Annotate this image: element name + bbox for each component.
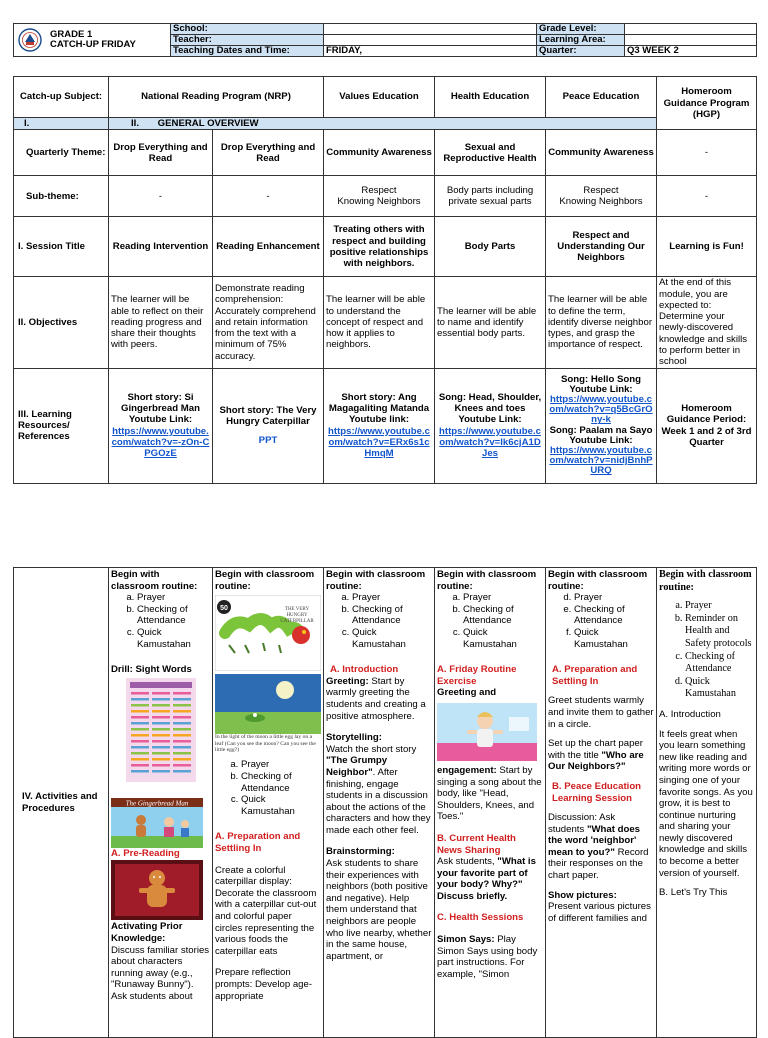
resources-c5-link2[interactable]: https://www.youtube.com/watch?v=nidjBnhPURQ <box>549 445 653 477</box>
resources-label: III. Learning Resources/ References <box>14 368 109 483</box>
resources-c3-yt: Youtube link: <box>348 414 410 426</box>
objectives-c5: The learner will be able to define the term, identify diverse neighbor types, and grasp the importance of respect. <box>546 277 657 368</box>
col3-story <box>326 744 432 837</box>
col2-item-kamustahan: c. Quick Kamustahan <box>241 794 321 817</box>
col4-simon <box>437 934 543 980</box>
col4-news-head: B. Current Health News Sharing <box>437 832 516 856</box>
col1-item-attendance: b. Checking of Attendance <box>137 604 210 627</box>
svg-text:THE VERY: THE VERY <box>284 607 310 613</box>
grade-title: GRADE 1 <box>50 28 93 40</box>
nrp-header: National Reading Program (NRP) <box>109 77 324 118</box>
objectives-c4: The learner will be able to name and identify essential body parts. <box>435 277 546 368</box>
subject-header: Catch-up Subject: <box>14 77 109 118</box>
resources-c3 <box>324 368 435 483</box>
col5-show-text: Present various pictures of different families and <box>548 901 651 924</box>
session-label: I. Session Title <box>14 217 109 277</box>
col4-routine: Begin with classroom routine: <box>437 569 537 592</box>
col4-news-bold: "What is your favorite part of your body? Why?" Discuss briefly. <box>437 856 536 902</box>
subtheme-label: Sub-theme: <box>14 176 109 217</box>
objectives-c3: The learner will be able to understand the concept of respect and how it applies to neighbors. <box>324 277 435 368</box>
col5-text2b: "Who are Our Neighbors?" <box>548 749 644 773</box>
col2-text1: Create a colorful caterpillar display: Decorate the classroom with a caterpillar cut-out and colorful paper circles representing the various foods the caterpillar eats <box>215 864 317 957</box>
col4-greet-head: Greeting and <box>437 687 497 699</box>
caterpillar-scene-image <box>215 674 321 734</box>
resources-c3-link[interactable]: https://www.youtube.com/watch?v=ERx6s1cHmqM <box>328 425 430 460</box>
session-c6: Learning is Fun! <box>657 217 757 277</box>
col5-peace: B. Peace Education Learning Session <box>552 780 642 804</box>
session-c3: Treating others with respect and building positive relationships with neighbors. <box>324 217 435 277</box>
col1-prior-text: Discuss familiar stories about characters running away (e.g., "Runaway Bunny"). Ask students about <box>111 944 210 1002</box>
col5-item-prayer: d. Prayer <box>574 592 654 604</box>
session-c4: Body Parts <box>435 217 546 277</box>
col6-try: B. Let's Try This <box>659 887 728 899</box>
col5-prep: A. Preparation and Settling In <box>552 664 638 687</box>
col3-greet-head: Greeting: <box>326 675 369 687</box>
sight-words-chart-image <box>126 678 196 782</box>
col4-engage-text: Start by singing a song about the body, like "Head, Shoulders, Knees, and Toes." <box>437 764 542 823</box>
session-c1: Reading Intervention <box>109 217 213 277</box>
activities-col6 <box>657 568 757 1038</box>
subtheme-c2: - <box>213 176 324 217</box>
program-title: CATCH-UP FRIDAY <box>50 39 136 50</box>
activities-col3 <box>324 568 435 1038</box>
col3-greet-text: Start by warmly greeting the students and creating a positive atmosphere. <box>326 675 426 722</box>
session-c2: Reading Enhancement <box>213 217 324 277</box>
resources-c1-title: Short story: Si Gingerbread Man <box>121 391 200 415</box>
school-label: School: <box>171 24 324 35</box>
values-header: Values Education <box>324 77 435 118</box>
resources-c5-yt2: Youtube Link: <box>569 434 633 446</box>
overview-num-1: I. <box>14 118 109 130</box>
col4-item-attendance: b. Checking of Attendance <box>463 604 543 627</box>
objectives-c1: The learner will be able to reflect on their reading progress and share their thoughts with peers. <box>109 277 213 368</box>
col4-engage <box>437 765 543 823</box>
objectives-c2: Demonstrate reading comprehension: Accurately comprehend and retain information from the text with a minimum of 75% accuracy. <box>213 277 324 368</box>
col3-intro: A. Introduction <box>330 664 399 676</box>
activities-col1 <box>109 568 213 1038</box>
col2-caption: In the light of the moon a little egg lay on a leaf (Can you see the moon? Can you see the little egg?) <box>215 734 316 753</box>
col6-routine-list <box>659 600 754 701</box>
subtheme-c5-line2: Knowing Neighbors <box>559 196 643 208</box>
subtheme-c1: - <box>109 176 213 217</box>
resources-c3-title: Short story: Ang Magagaliting Matanda <box>328 391 430 415</box>
quarter-label: Quarter: <box>537 46 625 57</box>
subtheme-c5-line1: Respect <box>583 185 619 196</box>
objectives-c6: At the end of this module, you are expected to: Determine your newly-discovered knowledge and skills to perform better in school <box>657 277 757 368</box>
resources-c5 <box>546 368 657 483</box>
hgp-header: Homeroom Guidance Program (HGP) <box>657 77 757 130</box>
header-logo-cell <box>14 24 171 57</box>
col4-item-kamustahan: c. Quick Kamustahan <box>463 627 543 650</box>
theme-c3: Community Awareness <box>324 130 435 176</box>
subtheme-c6: - <box>657 176 757 217</box>
session-c5: Respect and Understanding Our Neighbors <box>546 217 657 277</box>
activities-col5 <box>546 568 657 1038</box>
hungry-caterpillar-cover-image <box>215 595 321 671</box>
learning-area-value[interactable] <box>625 35 757 46</box>
col4-health: C. Health Sessions <box>437 912 524 924</box>
svg-text:CATERPILLAR: CATERPILLAR <box>280 619 314 625</box>
col1-routine-list <box>111 592 210 650</box>
overview-num-2: II. <box>131 118 139 129</box>
resources-c1-link[interactable]: https://www.youtube.com/watch?v=-zOn-CPGOzE <box>111 425 210 460</box>
col6-item-reminder: b. Reminder on Health and Safety protocols <box>685 613 754 651</box>
col3-greeting <box>326 676 432 722</box>
health-header: Health Education <box>435 77 546 118</box>
activities-col2 <box>213 568 324 1038</box>
col3-story-text2: . After finishing, engage students in a discussion about the actions of the characters and how they made each other feel. <box>326 766 431 836</box>
school-value[interactable] <box>324 24 537 35</box>
subtheme-c3-line1: Respect <box>361 185 397 196</box>
resources-c4-title: Song: Head, Shoulder, Knees and toes <box>438 391 542 415</box>
subtheme-c4: Body parts including private sexual parts <box>435 176 546 217</box>
theme-c5: Community Awareness <box>546 130 657 176</box>
resources-c2-title: Short story: The Very Hungry Caterpillar <box>219 404 317 428</box>
overview-title: GENERAL OVERVIEW <box>157 118 259 129</box>
theme-label: Quarterly Theme: <box>14 130 109 176</box>
resources-c1 <box>109 368 213 483</box>
col6-item-kamustahan: d. Quick Kamustahan <box>685 676 754 701</box>
subtheme-c5 <box>546 176 657 217</box>
col5-text1: Greet students warmly and invite them to gather in a circle. <box>548 695 654 730</box>
col5-text2a: Set up the chart paper with the title <box>548 738 643 761</box>
col1-item-prayer: a. Prayer <box>137 592 210 604</box>
col1-item-kamustahan: c. Quick Kamustahan <box>137 627 210 650</box>
learning-area-label: Learning Area: <box>537 35 625 46</box>
col5-disc-bold: "What does the word 'neighbor' mean to you?" <box>548 823 640 858</box>
col2-routine: Begin with classroom routine: <box>215 569 315 592</box>
resources-c4-link[interactable]: https://www.youtube.com/watch?v=Ik6cjA1DJes <box>439 425 541 460</box>
col5-disc-text2: Record their responses on the chart paper. <box>548 846 649 882</box>
col2-item-attendance: b. Checking of Attendance <box>241 771 321 794</box>
objectives-label: II. Objectives <box>14 277 109 368</box>
col4-simon-head: Simon Says: <box>437 934 495 946</box>
col5-routine-list <box>548 592 654 650</box>
col6-routine: Begin with classroom routine: <box>659 569 752 593</box>
col3-brain-text: Ask students to share their experiences with neighbors (both positive and negative). Help them understand that neighbors are people who live nearby, whether in the same house, apartment, or <box>326 858 432 962</box>
col2-routine-list <box>215 759 321 817</box>
resources-c6: Homeroom Guidance Period: Week 1 and 2 of 3rd Quarter <box>657 368 757 483</box>
col3-story-bold: "The Grumpy Neighbor" <box>326 755 388 778</box>
col3-routine: Begin with classroom routine: <box>326 569 426 592</box>
col3-routine-list <box>326 592 432 650</box>
resources-c5-title1: Song: Hello Song <box>561 373 641 385</box>
theme-c4: Sexual and Reproductive Health <box>435 130 546 176</box>
resources-c2-ppt[interactable]: PPT <box>258 435 278 447</box>
peace-header: Peace Education <box>546 77 657 118</box>
col6-item-attendance: c. Checking of Attendance <box>685 651 754 676</box>
col2-text2: Prepare reflection prompts: Develop age-appropriate <box>215 967 313 1002</box>
activities-table <box>13 567 757 1038</box>
col1-routine: Begin with classroom routine: <box>111 569 198 592</box>
subtheme-c3 <box>324 176 435 217</box>
col6-intro: A. Introduction <box>659 708 721 720</box>
activities-label: IV. Activities and Procedures <box>14 568 109 1038</box>
col2-item-prayer: a. Prayer <box>241 759 321 771</box>
gingerbread-man-image <box>111 798 203 848</box>
col4-routine-list <box>437 592 543 650</box>
dates-value[interactable]: FRIDAY, <box>324 46 537 57</box>
col3-brain-head: Brainstorming: <box>326 846 395 858</box>
overview-table <box>13 76 757 484</box>
gingerbread-video-image <box>111 860 203 920</box>
col3-item-kamustahan: c. Quick Kamustahan <box>352 627 432 650</box>
col3-story-head: Storytelling: <box>326 732 382 744</box>
head-shoulders-song-image <box>437 703 537 761</box>
resources-c4 <box>435 368 546 483</box>
deped-seal-icon <box>18 28 42 52</box>
resources-c5-title2: Song: Paalam na Sayo <box>549 424 653 436</box>
grade-level-label: Grade Level: <box>537 24 625 35</box>
col1-prior-head: Activating Prior Knowledge: <box>111 921 183 944</box>
col3-item-attendance: b. Checking of Attendance <box>352 604 432 627</box>
col5-routine: Begin with classroom routine: <box>548 569 648 592</box>
resources-c5-link1[interactable]: https://www.youtube.com/watch?v=q5BcGrOny-k <box>549 394 653 426</box>
resources-c5-yt1: Youtube Link: <box>569 383 633 395</box>
theme-c2: Drop Everything and Read <box>213 130 324 176</box>
theme-c6: - <box>657 130 757 176</box>
col4-engage-head: engagement: <box>437 764 497 776</box>
col2-prep: A. Preparation and Settling In <box>215 831 301 854</box>
theme-c1: Drop Everything and Read <box>109 130 213 176</box>
teacher-value[interactable] <box>324 35 537 46</box>
svg-text:HUNGRY: HUNGRY <box>286 613 308 619</box>
col4-news-text: Ask students, <box>437 856 498 868</box>
general-overview-label <box>109 118 657 130</box>
col4-simon-text: Play Simon Says using body part instructions. For example, "Simon <box>437 934 538 980</box>
col3-item-prayer: a. Prayer <box>352 592 432 604</box>
svg-text:50: 50 <box>220 605 228 613</box>
resources-c4-yt: Youtube Link: <box>458 414 522 426</box>
col1-drill: Drill: Sight Words <box>111 664 192 676</box>
grade-level-value[interactable] <box>625 24 757 35</box>
col4-routine-head: A. Friday Routine Exercise <box>437 664 517 687</box>
subtheme-c3-line2: Knowing Neighbors <box>337 196 421 208</box>
teacher-label: Teacher: <box>171 35 324 46</box>
col6-text: It feels great when you learn something new like reading and writing more words or singing one of your favorite songs. As you grow, it is best to continue nurturing and sharing your newly discovered knowledge and skills to become a better version of yourself. <box>659 728 753 879</box>
dates-label: Teaching Dates and Time: <box>171 46 324 57</box>
activities-col4 <box>435 568 546 1038</box>
resources-c1-yt: Youtube Link: <box>128 414 193 426</box>
col5-discussion <box>548 812 654 882</box>
col4-news <box>437 856 543 902</box>
header-table <box>13 23 757 57</box>
svg-text:The Gingerbread Man: The Gingerbread Man <box>125 799 189 808</box>
col1-pre-reading: A. Pre-Reading <box>111 847 180 859</box>
quarter-value[interactable]: Q3 WEEK 2 <box>625 46 757 57</box>
col5-item-kamustahan: f. Quick Kamustahan <box>574 627 654 650</box>
col5-text2 <box>548 738 654 773</box>
col5-show-head: Show pictures: <box>548 889 617 901</box>
col3-story-text1: Watch the short story <box>326 743 417 755</box>
col4-item-prayer: a. Prayer <box>463 592 543 604</box>
col6-item-prayer: a. Prayer <box>685 600 754 613</box>
col5-item-attendance: e. Checking of Attendance <box>574 604 654 627</box>
resources-c2 <box>213 368 324 483</box>
col5-disc-text1: Discussion: Ask students <box>548 812 616 835</box>
